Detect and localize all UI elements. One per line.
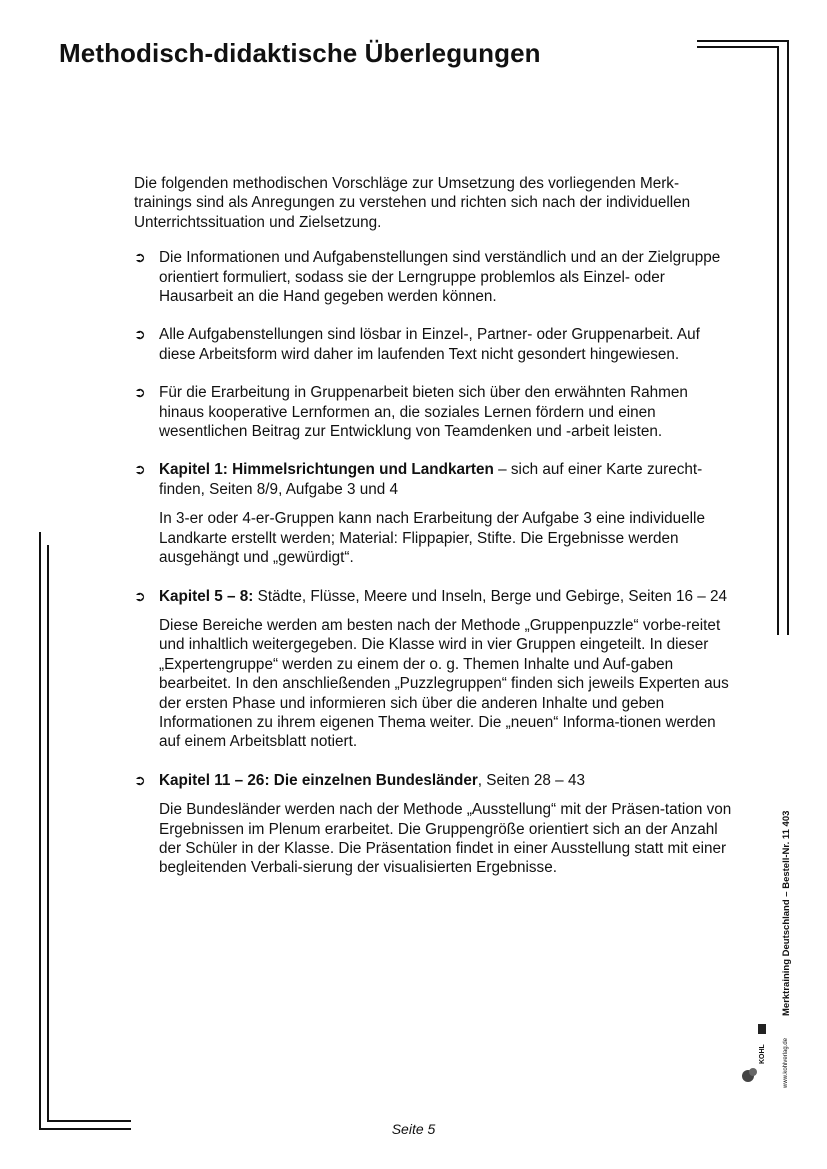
arrow-bullet-icon: ➲ [134,461,146,478]
sidebar-order-text: Merktraining Deutschland – Bestell-Nr. 11 403 [781,810,792,1016]
frame-top-line-inner [697,46,779,48]
item-detail: Die Bundesländer werden nach der Methode „Ausstellung“ mit der Präsen-tation von Ergebnissen im Plenum erarbeitet. Die Gruppengröße orientiert sich an der Anzahl der Schüler in der Klasse. Die Präsentation findet in einer Ausstellung statt mit einer begleitenden Verbali-sierung der visualisierten Ergebnisse. [159,801,732,877]
list-item [134,248,734,306]
list-item [134,383,734,441]
arrow-bullet-icon: ➲ [134,587,146,604]
chapter-title: Kapitel 1: Himmelsrichtungen und Landkarten [159,461,494,479]
chapter-subtitle: , Seiten 28 – 43 [477,771,585,789]
frame-right-line-inner [777,46,779,635]
frame-left-line [39,532,41,1130]
list-item-chapter-11-26 [134,771,734,878]
frame-right-line [787,40,789,635]
logo-brand: KOHL [759,1044,766,1064]
arrow-bullet-icon: ➲ [134,384,146,401]
list-item-chapter-1 [134,460,734,567]
item-text: Die Informationen und Aufgabenstellungen sind verständlich und an der Zielgruppe orientiert formuliert, sodass sie der Lerngruppe problemlos als Einzel- oder Hausarbeit an die Hand gegeben werden können. [159,249,721,306]
publisher-logo [740,1018,770,1088]
item-text: Alle Aufgabenstellungen sind lösbar in Einzel-, Partner- oder Gruppenarbeit. Auf diese Arbeitsform wird daher im laufenden Text nicht gesondert hingewiesen. [159,326,700,363]
page-title: Methodisch-didaktische Überlegungen [59,38,541,68]
item-heading [159,771,734,790]
chapter-subtitle: Städte, Flüsse, Meere und Inseln, Berge und Gebirge, Seiten 16 – 24 [253,587,728,605]
item-heading [159,460,734,499]
arrow-bullet-icon: ➲ [134,771,146,788]
list-item-chapter-5-8 [134,587,734,752]
item-text: Für die Erarbeitung in Gruppenarbeit bieten sich über den erwähnten Rahmen hinaus kooperative Lernformen an, die soziales Lernen fördern und einen wesentlichen Beitrag zur Entwicklung von Teamdenken und -arbeit leisten. [159,384,688,441]
item-detail: Diese Bereiche werden am besten nach der Methode „Gruppenpuzzle“ vorbe-reitet und inhaltlich weitergegeben. Die Klasse wird in vier Gruppen eingeteilt. In dieser „Expertengruppe“ werden zu einem der o. g. Themen Inhalte und Auf-gaben bearbeitet. In den anschließenden „Puzzlegruppen“ finden sich jeweils Experten aus der ersten Phase und informieren sich über die anderen Inhalte und geben Informationen zu ihrem eigenen Thema weiter. Die „neuen“ Informa-tionen werden auf einem Arbeitsblatt notiert. [159,616,729,751]
page-number: Seite 5 [391,1121,436,1137]
list-item [134,325,734,364]
intro-paragraph: Die folgenden methodischen Vorschläge zur Umsetzung des vorliegenden Merk-trainings sind als Anregungen zu verstehen und richten sich nach der individuellen Unterrichtssituation und Zielsetzung. [134,175,691,231]
publisher-url: www.kohlverlag.de [783,1037,789,1088]
chapter-title: Kapitel 5 – 8: [159,587,254,605]
item-heading [159,587,734,606]
chapter-subtitle: – sich auf einer Karte zurecht-finden, Seiten 8/9, Aufgabe 3 und 4 [159,461,703,498]
arrow-bullet-icon: ➲ [134,249,146,266]
arrow-bullet-icon: ➲ [134,326,146,343]
frame-left-line-inner [47,545,49,1122]
item-detail: In 3-er oder 4-er-Gruppen kann nach Erarbeitung der Aufgabe 3 eine individuelle Landkarte erstellt werden; Material: Flippapier, Stifte. Die Ergebnisse werden ausgehängt und „gewürdigt“. [159,510,705,567]
chapter-title: Kapitel 11 – 26: Die einzelnen Bundesländer [159,771,478,789]
frame-top-line [697,40,789,42]
main-content [134,174,734,897]
